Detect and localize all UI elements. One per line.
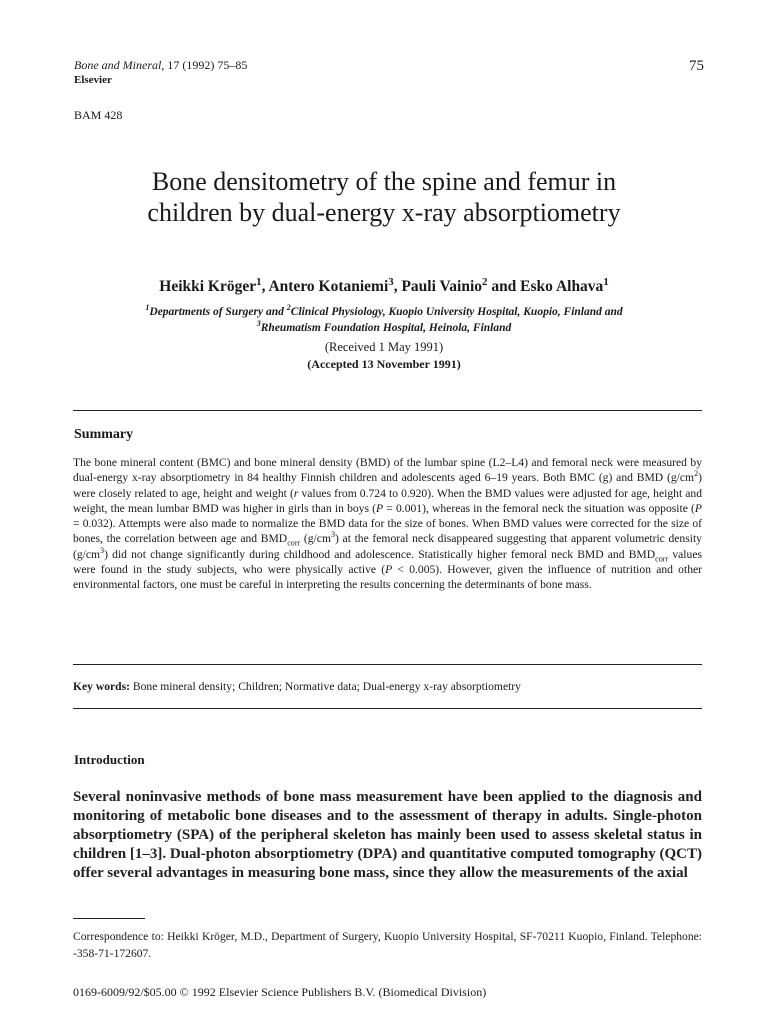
journal-citation <box>74 58 247 72</box>
author-4: and Esko Alhava <box>487 278 604 295</box>
introduction-heading: Introduction <box>74 752 145 767</box>
summary-sub: corr <box>655 554 669 564</box>
summary-part: ) were closely related to age, height and weight ( <box>73 471 702 500</box>
received-date: (Received 1 May 1991) <box>324 340 444 354</box>
summary-part: values were found in the study subjects, who were physically active ( <box>73 547 702 577</box>
page-number: 75 <box>689 58 704 74</box>
introduction-text: Several noninvasive methods of bone mass measurement have been applied to the diagnosis and monitoring of metabolic bone diseases and to the assessment of therapy in adults. Single-photon absorptiometry (SPA) of the peripheral skeleton has mainly been used to assess skeletal status in children [1–3]. Dual-photon absorptiometry (DPA) and quantitative computed tomography (QCT) offer several advantages in measuring bone mass, since they allow the measurements of the axial <box>73 789 702 881</box>
author-1-affil: 1 <box>256 275 262 288</box>
summary-part: ) at the femoral neck disappeared suggesting that apparent volumetric density (g/cm <box>73 532 702 561</box>
affil-sup-1: 1 <box>145 303 150 313</box>
summary-part: < 0.005). However, given the influence of nutrition and other environmental factors, one must be careful in interpreting the results concerning the determinants of bone mass. <box>73 563 703 592</box>
title-line-1: Bone densitometry of the spine and femur in <box>151 167 617 196</box>
summary-heading: Summary <box>74 427 134 442</box>
summary-sub: corr <box>287 538 301 548</box>
author-4-affil: 1 <box>603 275 609 288</box>
paper-title <box>60 166 708 228</box>
affiliations <box>60 304 708 336</box>
affil-line-2: Rheumatism Foundation Hospital, Heinola, Finland <box>260 322 512 334</box>
affil-sup-2: 2 <box>286 303 291 313</box>
summary-sup: 3 <box>330 530 336 540</box>
author-3: , Pauli Vainio <box>393 278 483 295</box>
summary-sup: 2 <box>694 469 699 479</box>
journal-issue: , 17 (1992) 75–85 <box>161 58 248 72</box>
article-code: BAM 428 <box>74 108 123 122</box>
author-3-affil: 2 <box>482 275 488 288</box>
summary-italic: P <box>376 501 384 515</box>
summary-text <box>73 455 702 593</box>
correspondence-note: Correspondence to: Heikki Kröger, M.D., Department of Surgery, Kuopio University Hospital, SF-70211 Kuopio, Finland. Telephone: -358-71-172607. <box>73 930 702 960</box>
summary-italic: P <box>694 501 702 515</box>
summary-part: The bone mineral content (BMC) and bone mineral density (BMD) of the lumbar spine (L2–L4) and femoral neck were measured by dual-energy x-ray absorptiometry in 84 healthy Finnish children and adolescents aged 6–19 years. Both BMC (g) and BMD (g/cm <box>73 456 702 485</box>
keywords-text: Bone mineral density; Children; Normative data; Dual-energy x-ray absorptiometry <box>130 680 521 693</box>
copyright-line: 0169-6009/92/$05.00 © 1992 Elsevier Science Publishers B.V. (Biomedical Division) <box>73 985 487 999</box>
summary-italic: P <box>385 563 393 577</box>
summary-part: = 0.032). Attempts were also made to normalize the BMD data for the size of bones. When BMD values were corrected for the size of bones, the correlation between age and BMD <box>73 517 702 546</box>
summary-italic: r <box>293 486 299 500</box>
author-2: , Antero Kotaniemi <box>261 278 389 295</box>
affil-line-1b: Clinical Physiology, Kuopio University Hospital, Kuopio, Finland and <box>290 306 623 318</box>
author-1: Heikki Kröger <box>159 278 257 295</box>
publisher: Elsevier <box>74 74 112 86</box>
summary-sup: 3 <box>100 545 105 555</box>
divider-top <box>73 410 702 411</box>
divider-keywords-bottom <box>73 708 702 709</box>
author-list <box>60 275 708 296</box>
accepted-date: (Accepted 13 November 1991) <box>307 357 461 371</box>
keywords-label: Key words: <box>73 680 130 693</box>
summary-part: = 0.001), whereas in the femoral neck the situation was opposite ( <box>383 501 695 515</box>
author-2-affil: 3 <box>388 275 394 288</box>
affil-sup-3: 3 <box>256 319 261 329</box>
journal-name: Bone and Mineral <box>74 58 162 72</box>
summary-part: ) did not change significantly during childhood and adolescence. Statistically higher femoral neck BMD and BMD <box>104 547 656 561</box>
affil-line-1a: Departments of Surgery and <box>149 306 287 318</box>
title-line-2: children by dual-energy x-ray absorptiometry <box>147 198 621 227</box>
footnote-rule <box>73 918 145 919</box>
keywords <box>73 680 702 693</box>
divider-keywords-top <box>73 664 702 665</box>
summary-part: (g/cm <box>300 532 331 546</box>
summary-part: values from 0.724 to 0.920). When the BMD values were adjusted for age, height and weight, the mean lumbar BMD was higher in girls than in boys ( <box>73 486 703 515</box>
